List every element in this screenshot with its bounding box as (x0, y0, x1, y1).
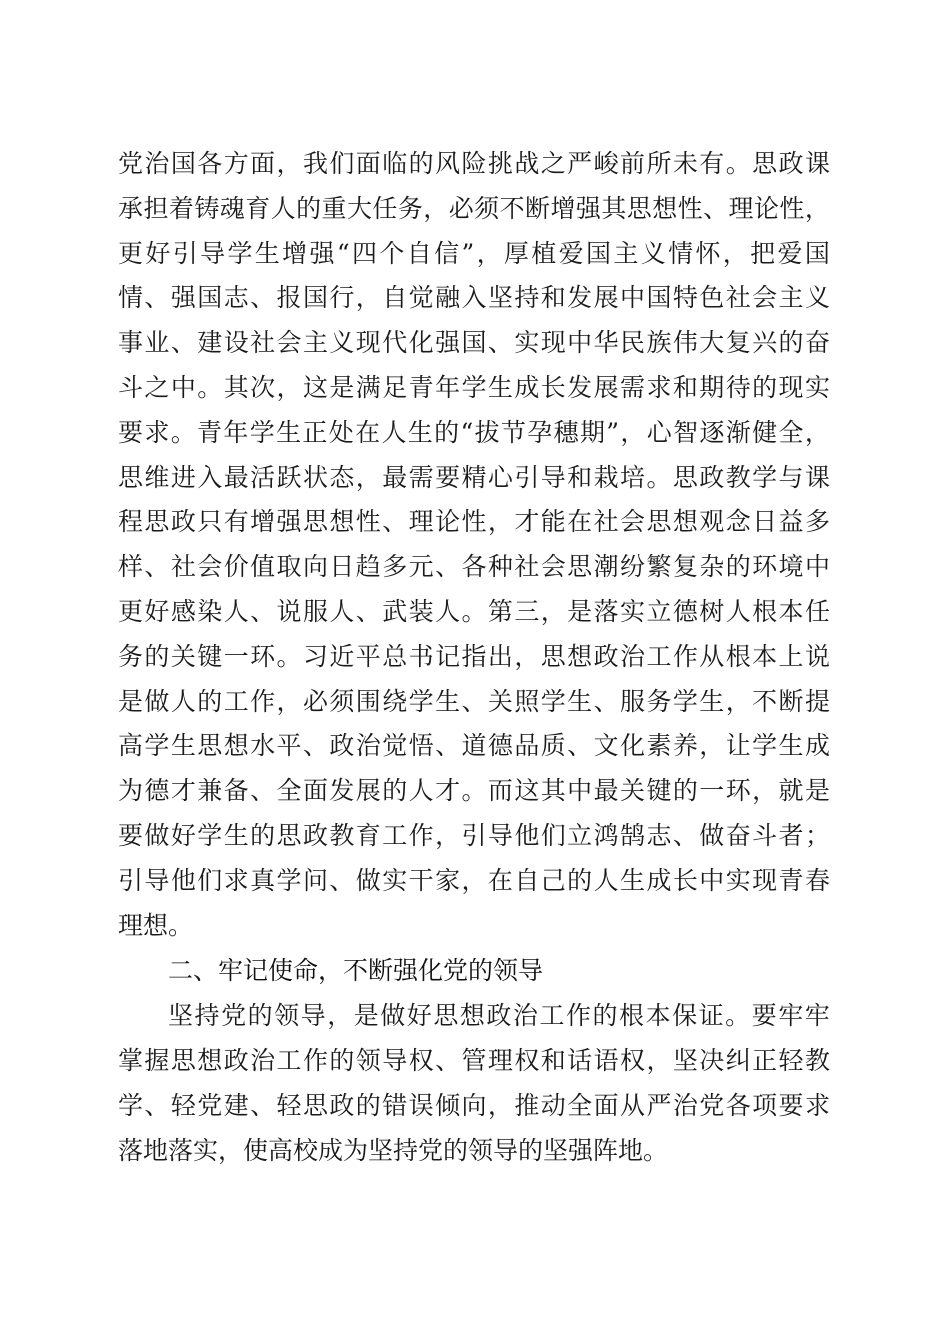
paragraph-line: 坚 持 党 的 领 导 ， 是 做 好 思 想 政 治 工 作 的 根 本 保 证 。 要 牢 牢 (168, 1001, 830, 1031)
paragraph-line: 务 的 关 键 一 环 。 习 近 平 总 书 记 指 出 ， 思 想 政 治 工 作 从 根 本 上 说 (118, 641, 830, 671)
paragraph-line: 更 好 引 导 学 生 增 强 “ 四 个 自 信 ” ， 厚 植 爱 国 主 义 情 怀 ， 把 爱 国 (118, 238, 830, 268)
document-body (118, 142, 830, 1174)
paragraph-line: 为 德 才 兼 备 、 全 面 发 展 的 人 才 。 而 这 其 中 最 关 键 的 一 环 ， 就 是 (118, 776, 830, 806)
paragraph-line: 斗 之 中 。 其 次 ， 这 是 满 足 青 年 学 生 成 长 发 展 需 求 和 期 待 的 现 实 (118, 372, 830, 402)
paragraph-line: 情 、 强 国 志 、 报 国 行 ， 自 觉 融 入 坚 持 和 发 展 中 国 特 色 社 会 主 义 (118, 283, 830, 313)
paragraph-line: 更 好 感 染 人 、 说 服 人 、 武 装 人 。 第 三 ， 是 落 实 立 德 树 人 根 本 任 (118, 596, 830, 626)
paragraph-line: 要 做 好 学 生 的 思 政 教 育 工 作 ， 引 导 他 们 立 鸿 鹄 志 、 做 奋 斗 者 ； (118, 820, 830, 850)
paragraph-line: 高 学 生 思 想 水 平 、 政 治 觉 悟 、 道 德 品 质 、 文 化 素 养 ， 让 学 生 成 (118, 731, 830, 761)
paragraph-line: 事 业 、 建 设 社 会 主 义 现 代 化 强 国 、 实 现 中 华 民 族 伟 大 复 兴 的 奋 (118, 328, 830, 358)
paragraph-line: 思 维 进 入 最 活 跃 状 态 ， 最 需 要 精 心 引 导 和 栽 培 。 思 政 教 学 与 课 (118, 462, 830, 492)
paragraph-line: 是 做 人 的 工 作 ， 必 须 围 绕 学 生 、 关 照 学 生 、 服 务 学 生 ， 不 断 提 (118, 686, 830, 716)
section-heading: 二、牢记使命，不断强化党的领导 (168, 956, 544, 986)
paragraph-line: 掌 握 思 想 政 治 工 作 的 领 导 权 、 管 理 权 和 话 语 权 ， 坚 决 纠 正 轻 教 (118, 1046, 830, 1076)
paragraph-line: 党 治 国 各 方 面 ， 我 们 面 临 的 风 险 挑 战 之 严 峻 前 所 未 有 。 思 政 课 (118, 149, 830, 178)
paragraph-line: 要 求 。 青 年 学 生 正 处 在 人 生 的 “ 拔 节 孕 穗 期 ” ， 心 智 逐 渐 健 全 ， (118, 417, 830, 447)
paragraph-line: 承 担 着 铸 魂 育 人 的 重 大 任 务 ， 必 须 不 断 增 强 其 思 想 性 、 理 论 性 ， (118, 193, 830, 223)
paragraph-line: 引 导 他 们 求 真 学 问 、 做 实 干 家 ， 在 自 己 的 人 生 成 长 中 实 现 青 春 (118, 865, 830, 895)
paragraph-line: 落地落实，使高校成为坚持党的领导的坚强阵地。 (118, 1135, 669, 1165)
paragraph-line: 程 思 政 只 有 增 强 思 想 性 、 理 论 性 ， 才 能 在 社 会 思 想 观 念 日 益 多 (118, 507, 830, 537)
paragraph-line: 理想。 (118, 910, 194, 940)
paragraph-line: 学 、 轻 党 建 、 轻 思 政 的 错 误 倾 向 ， 推 动 全 面 从 严 治 党 各 项 要 求 (118, 1090, 830, 1120)
paragraph-line: 样 、 社 会 价 值 取 向 日 趋 多 元 、 各 种 社 会 思 潮 纷 繁 复 杂 的 环 境 中 (118, 552, 830, 582)
